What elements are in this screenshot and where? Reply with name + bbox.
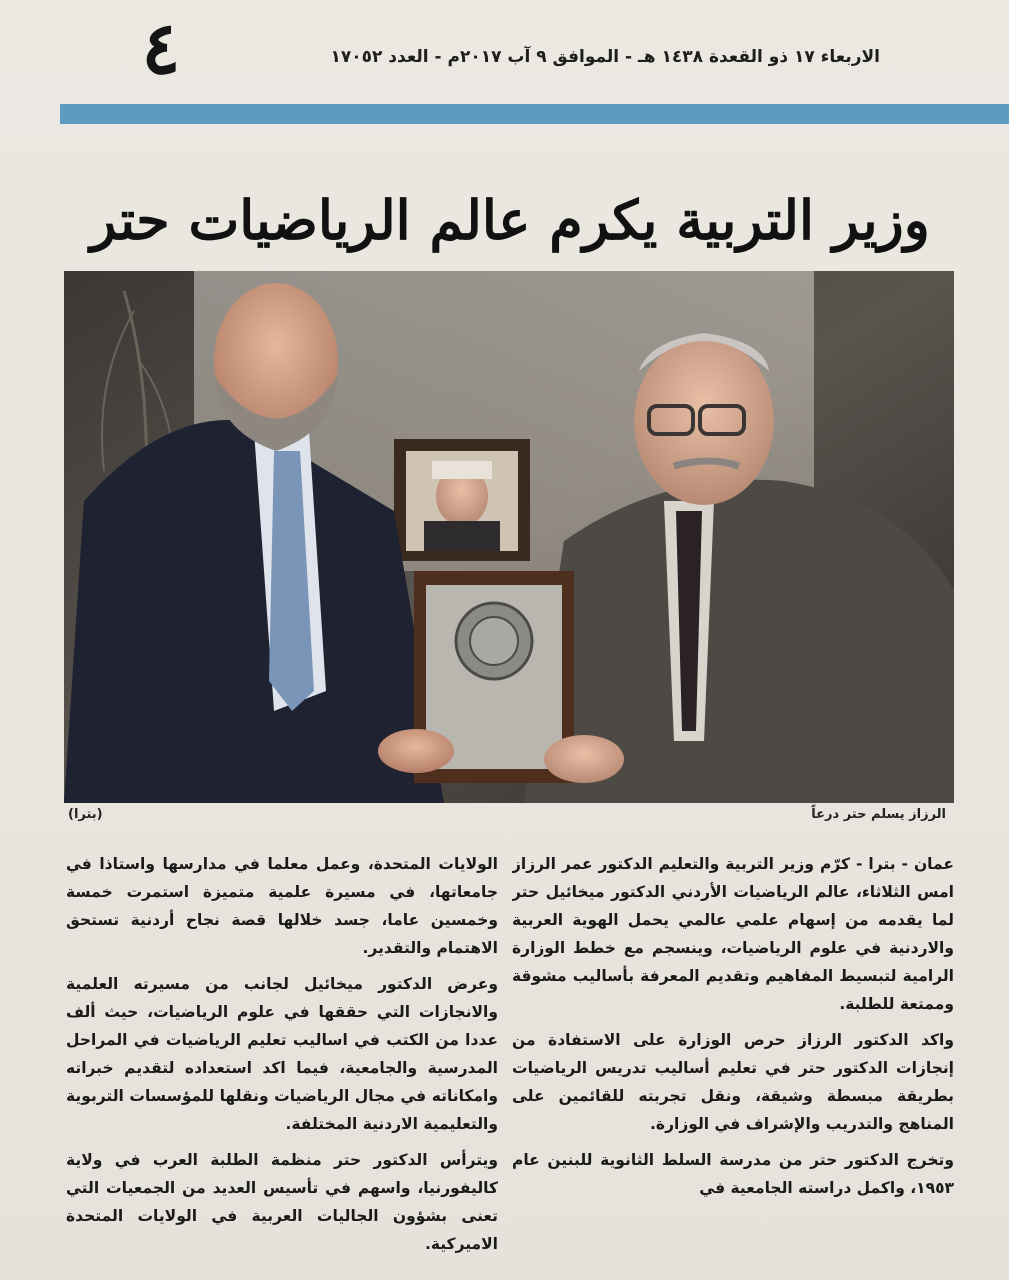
article-paragraph: ويترأس الدكتور حتر منظمة الطلبة العرب في ولاية كاليفورنيا، واسهم في تأسيس العديد من الجمعيات التي تعنى بشؤون الجاليات العربية في الولايات المتحدة الاميركية. bbox=[66, 1151, 498, 1253]
article-paragraph: الولايات المتحدة، وعمل معلما في مدارسها واستاذا في جامعاتها، في مسيرة علمية متميزة استمرت خمسة وخمسين عاما، جسد خلالها قصة نجاح أردنية تستحق الاهتمام والتقدير. bbox=[66, 855, 498, 957]
article-paragraph: وتخرج الدكتور حتر من مدرسة السلط الثانوية للبنين عام ١٩٥٣، واكمل دراسته الجامعية في bbox=[512, 1151, 954, 1197]
article-photo bbox=[64, 271, 954, 803]
dateline: الاربعاء ١٧ ذو القعدة ١٤٣٨ هـ - الموافق ٩ آب ٢٠١٧م - العدد ١٧٠٥٢ bbox=[330, 47, 880, 67]
photo-illustration bbox=[64, 271, 954, 803]
header-rule bbox=[60, 104, 1009, 124]
article-paragraph: وعرض الدكتور ميخائيل لجانب من مسيرته العلمية والانجازات التي حققها في علوم الرياضيات، حيث ألف عددا من الكتب في اساليب تعليم الرياضيات في المراحل المدرسية والجامعية، فيما اكد استعداده لتقديم خبراته وامكاناته في مجال الرياضيات ونقلها للمؤسسات التربوية والتعليمية الاردنية المختلفة. bbox=[66, 975, 498, 1133]
article-column-right bbox=[512, 850, 954, 1270]
article-column-left bbox=[66, 850, 498, 1270]
article-headline: وزير التربية يكرم عالم الرياضيات حتر bbox=[90, 188, 930, 252]
page-number: ٤ bbox=[141, 5, 181, 90]
article-paragraph: عمان - بترا - كرّم وزير التربية والتعليم الدكتور عمر الرزاز امس الثلاثاء، عالم الرياضيات الأردني الدكتور ميخائيل حتر لما يقدمه من إسهام علمي عالمي يحمل الهوية العربية والاردنية في علوم الرياضيات، وينسجم مع خطط الوزارة الرامية لتبسيط المفاهيم وتقديم المعرفة بأساليب مشوقة وممتعة للطلبة. bbox=[512, 855, 954, 1013]
photo-credit: (بترا) bbox=[68, 807, 103, 822]
article-paragraph: واكد الدكتور الرزاز حرص الوزارة على الاستفادة من إنجازات الدكتور حتر في تعليم أساليب تدريس الرياضيات بطريقة مبسطة وشيقة، ونقل تجربته للقائمين على المناهج والتدريب والإشراف في الوزارة. bbox=[512, 1031, 954, 1133]
photo-caption: الرزاز يسلم حتر درعاً bbox=[811, 807, 946, 822]
